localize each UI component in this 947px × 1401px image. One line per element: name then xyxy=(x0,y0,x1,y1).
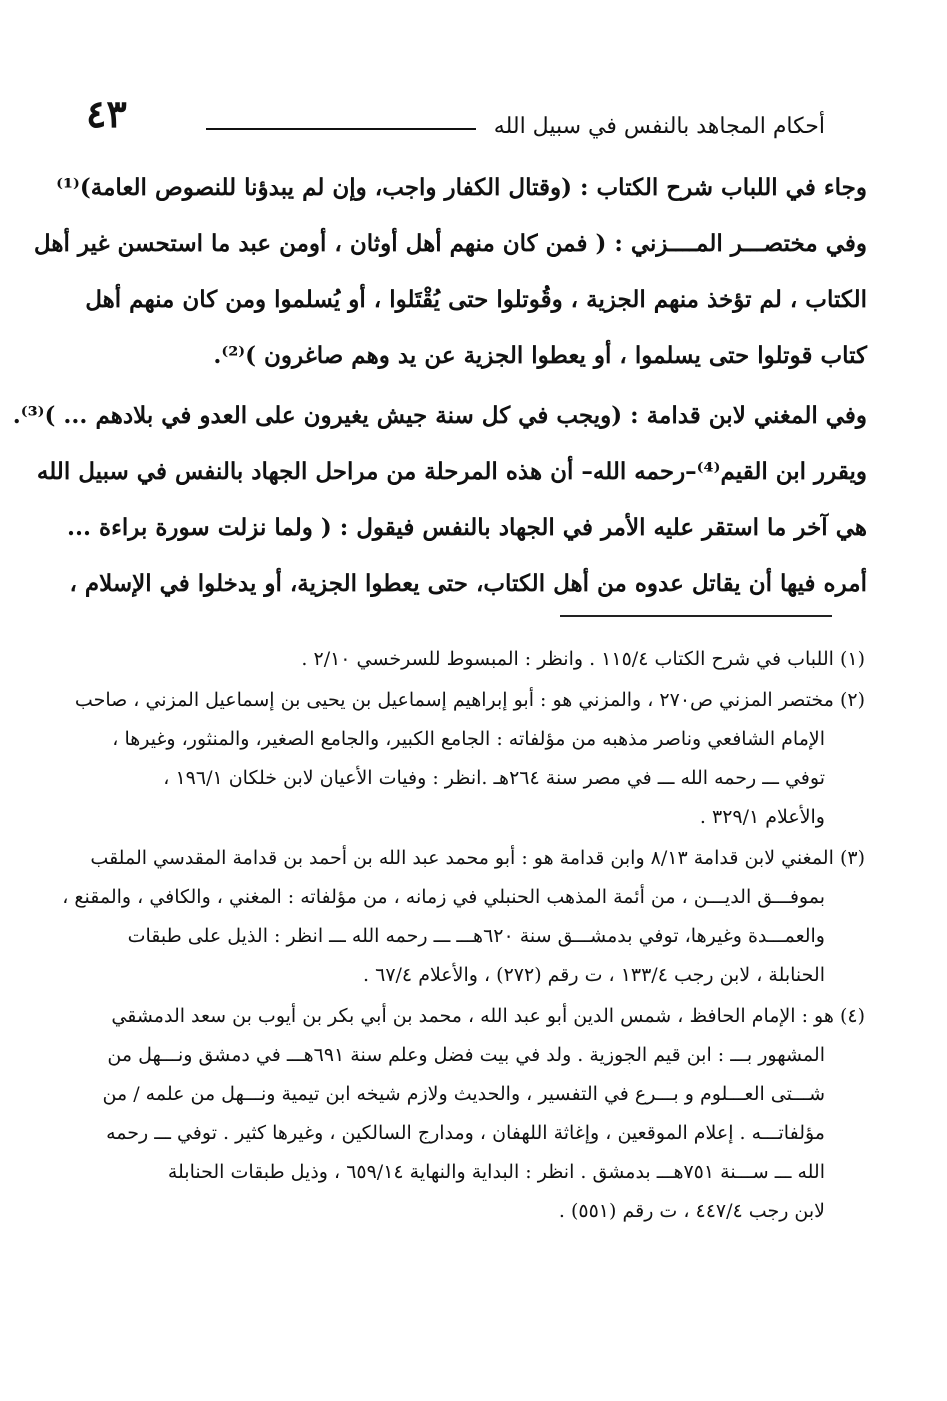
body-line: وجاء في اللباب شرح الكتاب : (وقتال الكفار واجب، وإن لم يبدؤنا للنصوص العامة)⁽¹⁾ xyxy=(56,174,867,201)
footnote-3 xyxy=(62,839,865,995)
footnote-line: مختصر المزني ص٢٧٠ ، والمزني هو : أبو إبراهيم إسماعيل بن يحيى بن إسماعيل المزني ، صاحب xyxy=(74,689,834,711)
footnote-line: والأعلام ٣٢٩/١ . xyxy=(699,806,825,828)
body-line: ويقرر ابن القيم⁽⁴⁾–رحمه الله– أن هذه المرحلة من مراحل الجهاد بالنفس في سبيل الله xyxy=(36,458,867,485)
footnote-number: (٣) xyxy=(839,847,865,869)
header-rule xyxy=(206,128,476,130)
body-line: وفي المغني لابن قدامة : (ويجب في كل سنة جيش يغيرون على العدو في بلادهم ... )⁽³⁾. xyxy=(12,402,867,429)
footnote-number: (١) xyxy=(839,648,865,670)
footnote-separator xyxy=(560,615,832,617)
body-line: وفي مختصـــر المــــزني : ( فمن كان منهم أهل أوثان ، أومن عبد ما استحسن غير أهل xyxy=(33,230,867,257)
body-line: أمره فيها أن يقاتل عدوه من أهل الكتاب، حتى يعطوا الجزية، أو يدخلوا في الإسلام ، xyxy=(69,570,867,597)
footnote-1 xyxy=(76,640,865,679)
footnote-line: والعمـــدة وغيرها، توفي بدمشـــق سنة ٦٢٠هـــ ـــ رحمه الله ـــ انظر : الذيل على طبقات xyxy=(127,925,825,947)
footnote-number: (٤) xyxy=(839,1005,865,1027)
footnote-2 xyxy=(76,681,865,837)
footnote-4 xyxy=(76,997,865,1231)
footnote-line: اللباب في شرح الكتاب ١١٥/٤ . وانظر : المبسوط للسرخسي ٢/١٠ . xyxy=(301,648,834,670)
running-title: أحكام المجاهد بالنفس في سبيل الله xyxy=(493,114,825,139)
footnote-line: الإمام الشافعي وناصر مذهبه من مؤلفاته : الجامع الكبير، والجامع الصغير، والمنثور، وغيرها ، xyxy=(112,728,825,750)
footnote-line: لابن رجب ٤٤٧/٤ ، ت رقم (٥٥١) . xyxy=(558,1200,825,1222)
main-text xyxy=(12,160,867,612)
footnote-line: الحنابلة ، لابن رجب ١٣٣/٤ ، ت رقم (٢٧٢) ، والأعلام ٦٧/٤ . xyxy=(363,964,825,986)
footnote-line: شـــتى العـــلوم و بـــرع في التفسير ، والحديث ولازم شيخه ابن تيمية ونـــهل من علمه / من xyxy=(102,1083,825,1105)
footnote-line: توفي ـــ رحمه الله ـــ في مصر سنة ٢٦٤هـ .انظر : وفيات الأعيان لابن خلكان ١٩٦/١ ، xyxy=(163,767,825,789)
footnote-line: هو : الإمام الحافظ ، شمس الدين أبو عبد الله ، محمد بن أبي بكر بن أيوب بن سعد الدمشقي xyxy=(111,1005,834,1027)
body-line: الكتاب ، لم تؤخذ منهم الجزية ، وقُوتلوا حتى يُقْتَلوا ، أو يُسلموا ومن كان منهم أهل xyxy=(85,286,867,313)
body-line: هي آخر ما استقر عليه الأمر في الجهاد بالنفس فيقول : ( ولما نزلت سورة براءة ... xyxy=(67,514,867,541)
footnote-line: المشهور بـــ : ابن قيم الجوزية . ولد في بيت فضل وعلم سنة ٦٩١هـــ في دمشق ونـــهل من xyxy=(107,1044,825,1066)
footnote-line: مؤلفاتـــه . إعلام الموقعين ، وإغاثة اللهفان ، ومدارج السالكين ، وغيرها كثير . توفي ـــ رحمه xyxy=(106,1122,825,1144)
footnotes xyxy=(62,640,865,1233)
footnote-line: الله ـــ ســـنة ٧٥١هـــ بدمشق . انظر : البداية والنهاية ٦٥٩/١٤ ، وذيل طبقات الحنابلة xyxy=(167,1161,825,1183)
body-line: كتاب قوتلوا حتى يسلموا ، أو يعطوا الجزية عن يد وهم صاغرون )⁽²⁾. xyxy=(213,342,867,369)
footnote-line: المغني لابن قدامة ٨/١٣ وابن قدامة هو : أبو محمد عبد الله بن أحمد بن قدامة المقدسي الملقب xyxy=(90,847,834,869)
footnote-number: (٢) xyxy=(839,689,865,711)
footnote-line: بموفـــق الديـــن ، من أئمة المذهب الحنبلي في زمانه ، من مؤلفاته : المغني ، والكافي ، والمقنع ، xyxy=(62,886,825,908)
page-number: ٤٣ xyxy=(86,91,127,136)
